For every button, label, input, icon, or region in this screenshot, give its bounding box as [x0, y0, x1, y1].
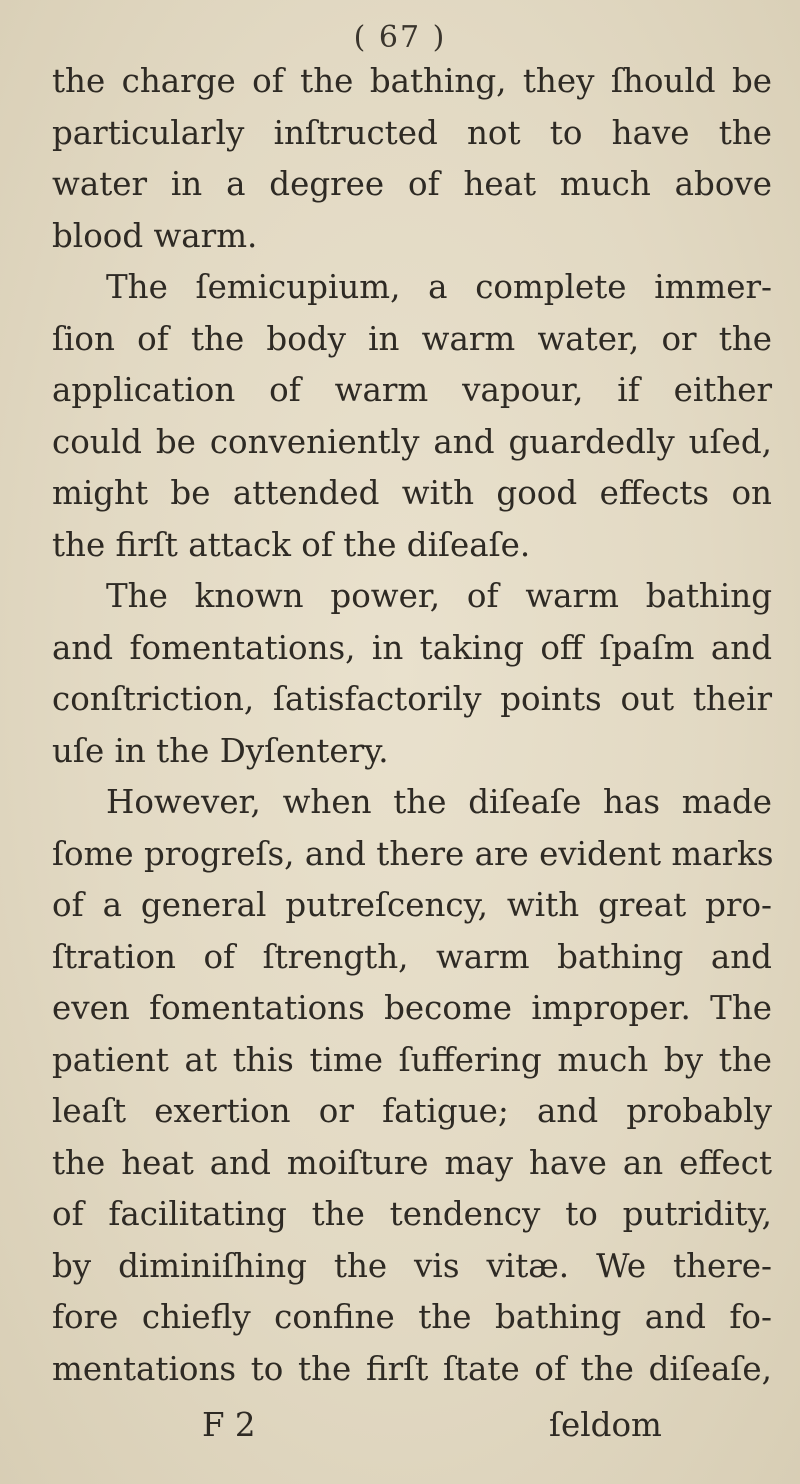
text-line: even fomentations become improper. The — [52, 989, 772, 1027]
text-line: water in a degree of heat much above — [52, 165, 772, 203]
text-line: ſome progreſs, and there are evident marks — [52, 834, 774, 873]
text-line: by diminiſhing the vis vitæ. We there- — [52, 1246, 772, 1285]
signature-mark: F 2 — [202, 1406, 256, 1444]
text-line: leaſt exertion or fatigue; and probably — [52, 1092, 772, 1130]
text-line: patient at this time ſuffering much by the — [52, 1040, 772, 1079]
page-number: ( 67 ) — [353, 20, 447, 55]
text-line: uſe in the Dyſentery. — [52, 731, 389, 770]
text-line: the heat and moiſture may have an effect — [52, 1143, 772, 1182]
text-line: conſtriction, ſatisfactorily points out their — [52, 680, 772, 718]
text-line: fore chiefly confine the bathing and fo- — [52, 1298, 772, 1336]
text-line: The known power, of warm bathing — [106, 577, 772, 615]
text-line: The ſemicupium, a complete immer- — [106, 268, 772, 306]
text-line: might be attended with good effects on — [52, 474, 772, 512]
text-line: could be conveniently and guardedly uſed, — [52, 422, 772, 461]
text-line: ſion of the body in warm water, or the — [52, 319, 772, 358]
text-line: the firſt attack of the diſeaſe. — [52, 525, 531, 564]
text-line: the charge of the bathing, they ſhould be — [52, 62, 772, 100]
text-line: mentations to the firſt ſtate of the diſeaſe, — [52, 1349, 772, 1388]
text-line: blood warm. — [52, 216, 258, 255]
text-line: However, when the diſeaſe has made — [106, 783, 772, 821]
text-line: ſtration of ſtrength, warm bathing and — [52, 937, 772, 976]
text-line: and fomentations, in taking off ſpaſm and — [52, 628, 772, 667]
text-line: particularly inſtructed not to have the — [52, 113, 772, 152]
text-line: of a general putreſcency, with great pro- — [52, 886, 772, 924]
body-text — [52, 56, 772, 1395]
text-line: application of warm vapour, if either — [52, 371, 772, 409]
text-line: of facilitating the tendency to putridity, — [52, 1195, 772, 1233]
catchword: ſeldom — [549, 1406, 662, 1444]
page-footer — [52, 1400, 772, 1450]
